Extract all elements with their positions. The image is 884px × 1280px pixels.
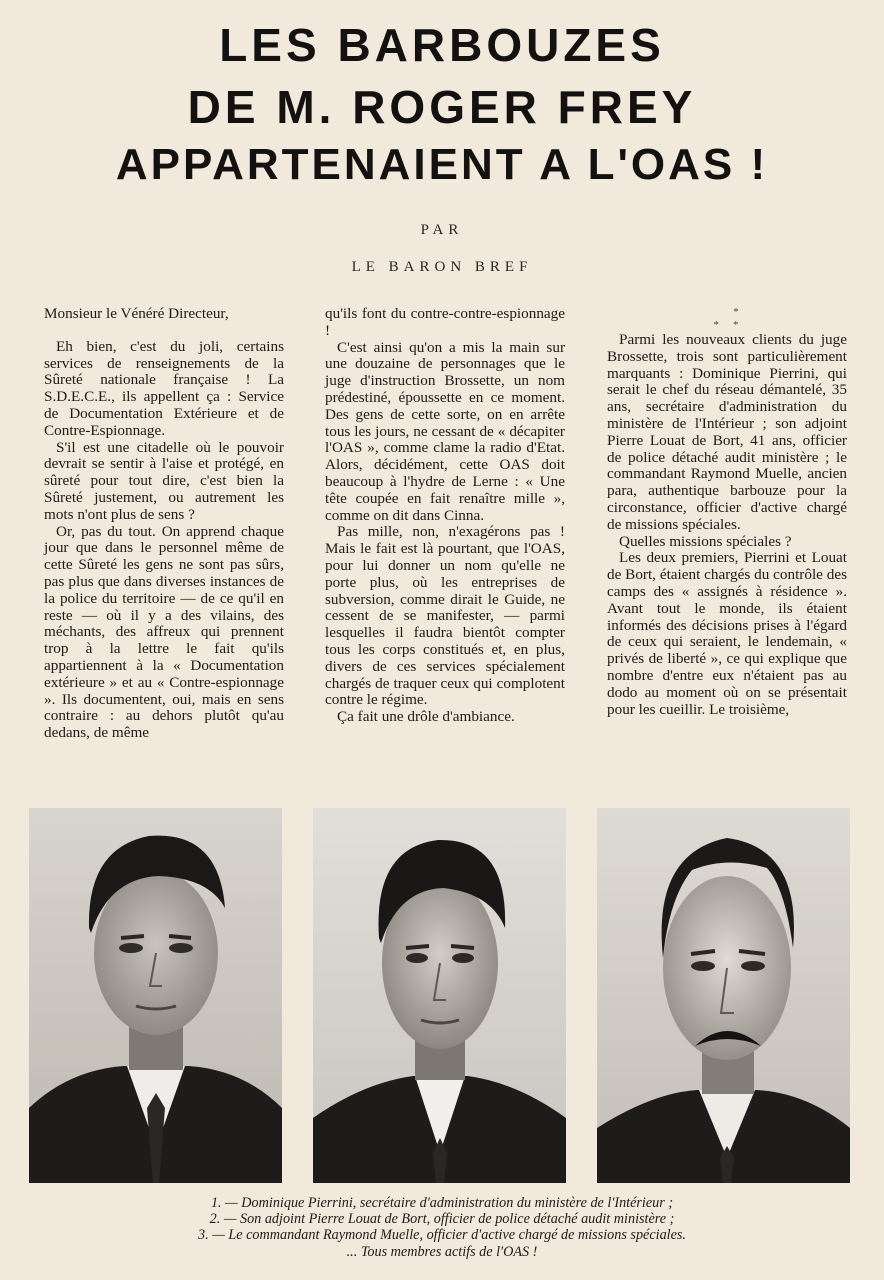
- headline-line-2: DE M. ROGER FREY: [187, 81, 697, 133]
- portrait-photo-2: [313, 808, 566, 1183]
- salutation: Monsieur le Vénéré Directeur,: [44, 305, 229, 322]
- paragraph: Eh bien, c'est du joli, certains services de renseignements de la Sûreté nationale française ! La S.D.E.C.E., ils appellent ça : Service de Documentation Extérieure et de Contre-Espionnage.: [44, 337, 284, 439]
- paragraph: Parmi les nouveaux clients du juge Brossette, trois sont particulièrement marquants : Dominique Pierrini, qui serait le chef du réseau démantelé, 35 ans, secrétaire d'administration du ministère de l'Intérieur ; son adjoint Pierre Louat de Bort, 41 ans, officier de police détaché audit ministère ; le commandant Raymond Muelle, ancien para, authentique barbouze pour la circonstance, officier d'active chargé de missions spéciales.: [607, 331, 847, 533]
- caption-line-4: ... Tous membres actifs de l'OAS !: [346, 1243, 538, 1260]
- headline-line-1: LES BARBOUZES: [219, 19, 665, 71]
- headline-line-3: APPARTENAIENT A L'OAS !: [115, 140, 769, 189]
- article-column-1: [44, 306, 284, 742]
- byline-author: LE BARON BREF: [351, 259, 533, 275]
- paragraph: Or, pas du tout. On apprend chaque jour que dans le personnel même de cette Sûreté les gens ne sont pas sûrs, pas plus que dans diverses instances de la police du territoire — de ce qu'il en reste — où il y a des vilains, des méchants, des affreux qui prennent trop à la lettre le fait qu'ils appartiennent à la « Documentation extérieure » et au « Contre-espionnage ». Ils documentent, oui, mais en sens contraire : au dehors plutôt qu'au dedans, de même: [44, 522, 284, 742]
- paragraph: Pas mille, non, n'exagérons pas ! Mais le fait est là pourtant, que l'OAS, pour lui donner un nom qu'elle ne porte plus, où les entreprises de subversion, comme dirait le Guide, ne cessent de se manifester, — parmi lesquelles il faudra bientôt compter tous les corps constitués et, en plus, divers de ces services spécialement chargés de traquer ceux qui complotent contre le régime.: [325, 523, 565, 709]
- paragraph: Ça fait une drôle d'ambiance.: [337, 708, 515, 726]
- byline-par: PAR: [420, 222, 464, 238]
- caption-line-1: 1. — Dominique Pierrini, secrétaire d'administration du ministère de l'Intérieur ;: [210, 1195, 674, 1211]
- paragraph: Les deux premiers, Pierrini et Louat de Bort, étaient chargés du contrôle des camps des « assignés à résidence ». Avant tout le monde, ils étaient informés des décisions prises à l'égard de ceux qui seraient, le lendemain, « privés de liberté », ce qui explique que nombre d'entre eux n'étaient pas au dodo au moment où on se présentait pour les cueillir. Le troisième,: [607, 549, 847, 718]
- caption-line-3: 3. — Le commandant Raymond Muelle, officier d'active chargé de missions spéciales.: [198, 1227, 686, 1244]
- paragraph: Quelles missions spéciales ?: [619, 532, 792, 550]
- portrait-photo-1: [29, 808, 282, 1183]
- portrait-photo-3: [597, 808, 850, 1183]
- article-column-3: [607, 306, 847, 718]
- article-column-2: [325, 306, 565, 726]
- paragraph: C'est ainsi qu'on a mis la main sur une douzaine de personnages que le juge d'instruction Brossette, un nom prédestiné, époussette en ce moment. Des gens de cette sorte, on en arrête tous les jours, ne cessant de « décapiter l'OAS », comme clame la radio d'Etat. Alors, décidément, cette OAS doit beaucoup à l'hydre de Lerne : « Une tête coupée en fait renaître mille », comme on dit dans Cinna.: [325, 338, 565, 524]
- photo-captions: [0, 1195, 884, 1260]
- paragraph: S'il est une citadelle où le pouvoir devrait se sentir à l'aise et protégé, en sûreté pour tout dire, c'est bien la Sûreté justement, ou autrement les mots n'ont plus de sens ?: [44, 438, 284, 523]
- paragraph: qu'ils font du contre-contre-espionnage !: [325, 305, 565, 339]
- caption-line-2: 2. — Son adjoint Pierre Louat de Bort, officier de police détaché audit ministère ;: [209, 1211, 675, 1228]
- asterism-divider: * **: [713, 306, 753, 331]
